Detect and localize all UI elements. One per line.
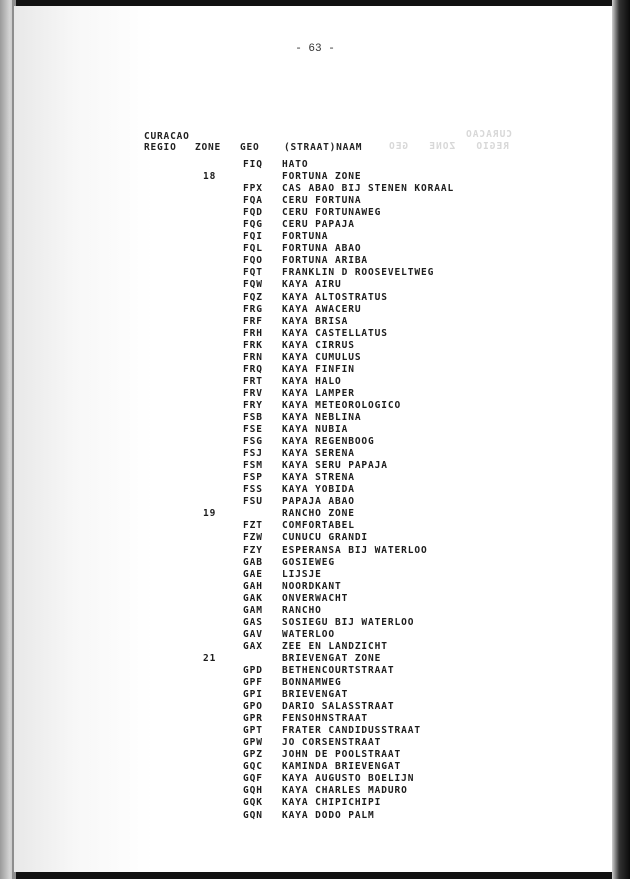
cell-geo: GQK [243,797,263,809]
table-row [0,701,630,713]
cell-naam: LIJSJE [282,568,322,580]
cell-naam: JO CORSENSTRAAT [282,737,382,749]
cell-naam: NOORDKANT [282,580,342,592]
cell-naam: KAYA DODO PALM [282,809,375,821]
cell-geo: FSJ [243,448,263,460]
header-naam: (STRAAT)NAAM [284,142,363,153]
table-row [0,725,630,737]
cell-naam: KAYA SERENA [282,448,355,460]
cell-naam: GOSIEWEG [282,556,335,568]
cell-geo: GAM [243,604,263,616]
cell-naam: JOHN DE POOLSTRAAT [282,749,402,761]
cell-geo: FZT [243,520,263,532]
cell-geo: FSS [243,484,263,496]
table-row [0,557,630,569]
cell-naam: BONNAMWEG [282,677,342,689]
table-row [0,665,630,677]
table-row [0,219,630,231]
cell-geo: FRK [243,339,263,351]
cell-geo: FQI [243,231,263,243]
cell-naam: SOSIEGU BIJ WATERLOO [282,616,415,628]
cell-geo: FRY [243,399,263,411]
cell-geo: GPD [243,664,263,676]
cell-geo: GAH [243,580,263,592]
cell-geo: FQG [243,219,263,231]
table-row [0,171,630,183]
table-row [0,412,630,424]
cell-geo: FQO [243,255,263,267]
cell-naam: KAYA AWACERU [282,303,362,315]
table-row [0,460,630,472]
table-row [0,797,630,809]
header-zone: ZONE [195,142,222,153]
table-row [0,328,630,340]
table-row [0,496,630,508]
cell-naam: ONVERWACHT [282,592,349,604]
cell-naam: KAYA FINFIN [282,363,355,375]
cell-geo: FQD [243,207,263,219]
cell-naam: KAYA BRISA [282,315,349,327]
cell-naam: ESPERANSA BIJ WATERLOO [282,544,428,556]
table-row [0,400,630,412]
table-row [0,810,630,822]
cell-geo: GAK [243,592,263,604]
cell-geo: GPI [243,689,263,701]
cell-geo: FRF [243,315,263,327]
table-row [0,255,630,267]
bleed-through-columns: REGIO ZONE GEO [388,141,509,152]
cell-geo: GAE [243,568,263,580]
cell-naam: KAYA NUBIA [282,424,349,436]
cell-zone: 19 [203,508,217,520]
cell-naam: FENSOHNSTRAAT [282,713,369,725]
cell-geo: FZY [243,544,263,556]
cell-naam: KAYA CASTELLATUS [282,327,388,339]
cell-naam: KAYA STRENA [282,472,355,484]
cell-naam: KAYA CUMULUS [282,351,362,363]
cell-geo: FQA [243,195,263,207]
cell-geo: GPO [243,701,263,713]
table-row [0,520,630,532]
cell-naam: KAYA AIRU [282,279,342,291]
cell-geo: GPT [243,725,263,737]
table-row [0,316,630,328]
cell-naam: FRATER CANDIDUSSTRAAT [282,725,422,737]
table-row [0,243,630,255]
cell-zone: 21 [203,652,217,664]
cell-geo: GAX [243,640,263,652]
cell-naam: KAYA YOBIDA [282,484,355,496]
cell-geo: FQT [243,267,263,279]
table-row [0,737,630,749]
table-row [0,761,630,773]
cell-geo: FRT [243,375,263,387]
table-row [0,569,630,581]
cell-geo: FRG [243,303,263,315]
cell-naam: RANCHO [282,604,322,616]
cell-geo: FSE [243,424,263,436]
table-row [0,231,630,243]
table-row [0,545,630,557]
cell-geo: GQN [243,809,263,821]
table-row [0,581,630,593]
table-row [0,388,630,400]
cell-naam: BRIEVENGAT ZONE [282,652,382,664]
cell-naam: KAYA METEOROLOGICO [282,399,402,411]
cell-geo: FSG [243,436,263,448]
cell-geo: GPZ [243,749,263,761]
table-row [0,364,630,376]
table-row [0,484,630,496]
page-number: - 63 - [295,43,335,55]
cell-geo: GPF [243,677,263,689]
cell-naam: KAYA LAMPER [282,387,355,399]
street-list [0,159,630,822]
cell-naam: KAYA NEBLINA [282,411,362,423]
bleed-through-country: CURACAO [465,129,513,140]
cell-naam: BETHENCOURTSTRAAT [282,664,395,676]
table-row [0,340,630,352]
cell-geo: GAB [243,556,263,568]
cell-naam: KAYA SERU PAPAJA [282,460,388,472]
cell-geo: GQC [243,761,263,773]
cell-naam: FORTUNA ARIBA [282,255,369,267]
table-row [0,773,630,785]
table-row [0,195,630,207]
cell-geo: FQL [243,243,263,255]
table-row [0,713,630,725]
table-row [0,677,630,689]
table-row [0,472,630,484]
header-regio: REGIO [144,142,177,153]
cell-geo: FQW [243,279,263,291]
table-row [0,267,630,279]
table-row [0,352,630,364]
header-country: CURACAO [144,131,190,142]
cell-geo: FRN [243,351,263,363]
cell-naam: FORTUNA [282,231,329,243]
table-row [0,749,630,761]
header-geo: GEO [240,142,260,153]
cell-geo: FSU [243,496,263,508]
table-row [0,508,630,520]
table-row [0,689,630,701]
cell-naam: KAYA AUGUSTO BOELIJN [282,773,415,785]
cell-naam: WATERLOO [282,628,335,640]
table-row [0,279,630,291]
table-row [0,785,630,797]
cell-geo: FRQ [243,363,263,375]
table-row [0,629,630,641]
table-row [0,207,630,219]
cell-naam: COMFORTABEL [282,520,355,532]
cell-geo: FSB [243,411,263,423]
cell-geo: FIQ [243,159,263,170]
cell-naam: ZEE EN LANDZICHT [282,640,388,652]
cell-geo: FSP [243,472,263,484]
table-row [0,593,630,605]
cell-naam: RANCHO ZONE [282,508,355,520]
cell-naam: KAYA HALO [282,375,342,387]
cell-naam: CAS ABAO BIJ STENEN KORAAL [282,183,455,195]
cell-naam: DARIO SALASSTRAAT [282,701,395,713]
cell-zone: 18 [203,171,217,183]
table-row [0,617,630,629]
cell-geo: FQZ [243,291,263,303]
cell-naam: CERU FORTUNA [282,195,362,207]
cell-naam: KAYA CIRRUS [282,339,355,351]
cell-naam: HATO [282,159,309,170]
cell-naam: CUNUCU GRANDI [282,532,369,544]
cell-geo: GQH [243,785,263,797]
cell-naam: CERU PAPAJA [282,219,355,231]
table-row [0,641,630,653]
table-row [0,605,630,617]
cell-geo: GAS [243,616,263,628]
cell-naam: KAMINDA BRIEVENGAT [282,761,402,773]
cell-geo: FZW [243,532,263,544]
table-row [0,292,630,304]
cell-geo: FRH [243,327,263,339]
cell-naam: KAYA CHARLES MADURO [282,785,408,797]
cell-naam: BRIEVENGAT [282,689,349,701]
table-row [0,183,630,195]
cell-naam: FORTUNA ZONE [282,171,362,183]
table-row [0,448,630,460]
cell-geo: FSM [243,460,263,472]
cell-naam: FORTUNA ABAO [282,243,362,255]
table-row [0,653,630,665]
cell-naam: KAYA CHIPICHIPI [282,797,382,809]
table-row [0,159,630,171]
table-row [0,376,630,388]
cell-naam: KAYA ALTOSTRATUS [282,291,388,303]
cell-geo: GPW [243,737,263,749]
table-row [0,424,630,436]
cell-naam: PAPAJA ABAO [282,496,355,508]
cell-geo: GAV [243,628,263,640]
table-row [0,532,630,544]
cell-naam: CERU FORTUNAWEG [282,207,382,219]
cell-geo: GPR [243,713,263,725]
cell-geo: GQF [243,773,263,785]
cell-naam: FRANKLIN D ROOSEVELTWEG [282,267,435,279]
cell-geo: FPX [243,183,263,195]
table-row [0,304,630,316]
cell-geo: FRV [243,387,263,399]
table-row [0,436,630,448]
cell-naam: KAYA REGENBOOG [282,436,375,448]
